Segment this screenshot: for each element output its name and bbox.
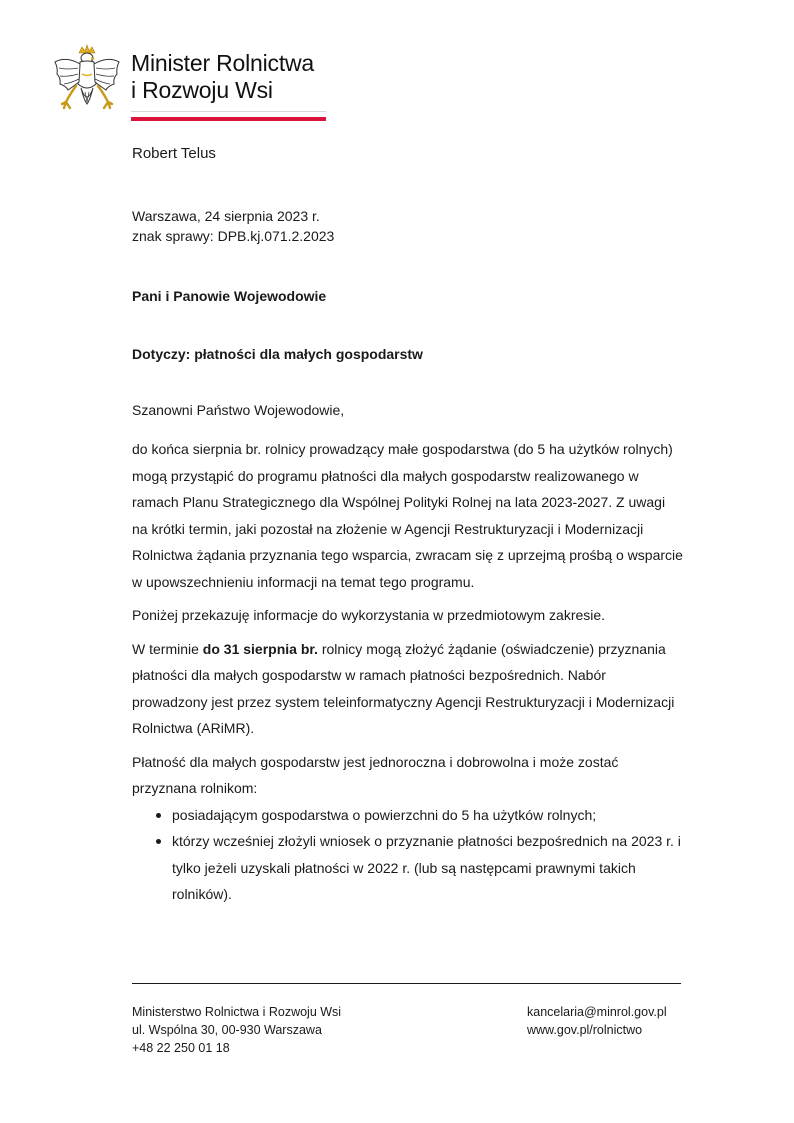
footer-email: kancelaria@minrol.gov.pl xyxy=(527,1005,667,1019)
place-date: Warszawa, 24 sierpnia 2023 r. xyxy=(132,208,320,224)
paragraph-3-rest: rolnicy mogą złożyć żądanie (oświadczenie) przyznania płatności dla małych gospodarstw w ramach płatności bezpośrednich. Nabór prowadzony jest przez system teleinformatyczny Agencji Restrukturyzacji i Modernizacji Rolnictwa (ARiMR). xyxy=(132,640,675,736)
paragraph-1: do końca sierpnia br. rolnicy prowadzący małe gospodarstwa (do 5 ha użytków rolnych) mogą przystąpić do programu płatności dla małych gospodarstw realizowanego w ramach Planu Strategicznego dla Wspólnej Polityki Rolnej na lata 2023-2027. Z uwagi na krótki termin, jaki pozostał na złożenie w Agencji Restrukturyzacji i Modernizacji Rolnictwa żądania przyznania tego wsparcia, zwracam się z uprzejmą prośbą o wsparcie w upowszechnieniu informacji na temat tego programu. xyxy=(132,441,683,590)
addressee: Pani i Panowie Wojewodowie xyxy=(132,288,327,304)
subject-line: Dotyczy: płatności dla małych gospodarstw xyxy=(132,346,423,362)
footer-address xyxy=(132,1003,341,1057)
salutation: Szanowni Państwo Wojewodowie, xyxy=(132,402,345,418)
deadline-highlight: do 31 sierpnia br. xyxy=(202,640,318,657)
paragraph-3-lead: W terminie xyxy=(132,640,203,657)
list-item: którzy wcześniej złożyli wniosek o przyznanie płatności bezpośrednich na 2023 r. i tylko jeżeli uzyskali płatności w 2022 r. (lub są następcami prawnymi takich rolników). xyxy=(132,828,684,908)
date-and-reference xyxy=(132,206,334,246)
ministry-name-logotype xyxy=(131,50,314,104)
eligibility-list xyxy=(132,802,684,908)
sender-name: Robert Telus xyxy=(132,145,216,162)
case-number: znak sprawy: DPB.kj.071.2.2023 xyxy=(132,228,335,244)
footer-phone: +48 22 250 01 18 xyxy=(132,1041,230,1055)
footer-website: www.gov.pl/rolnictwo xyxy=(527,1023,643,1037)
ministry-name-line-2: i Rozwoju Wsi xyxy=(131,77,273,103)
footer-street: ul. Wspólna 30, 00-930 Warszawa xyxy=(132,1023,322,1037)
letter-body xyxy=(132,436,684,908)
list-item: posiadającym gospodarstwa o powierzchni do 5 ha użytków rolnych; xyxy=(132,802,684,829)
footer-institution: Ministerstwo Rolnictwa i Rozwoju Wsi xyxy=(132,1005,342,1019)
header-red-accent-bar xyxy=(131,117,326,121)
footer-divider xyxy=(132,983,681,984)
polish-eagle-emblem xyxy=(52,44,122,120)
paragraph-3 xyxy=(132,636,684,742)
footer-contact xyxy=(527,1003,667,1039)
header-divider xyxy=(131,111,326,112)
paragraph-2: Poniżej przekazuję informacje do wykorzystania w przedmiotowym zakresie. xyxy=(132,607,606,623)
paragraph-4: Płatność dla małych gospodarstw jest jednoroczna i dobrowolna i może zostać przyznana rolnikom: xyxy=(132,753,619,796)
ministry-name-line-1: Minister Rolnictwa xyxy=(131,50,315,76)
